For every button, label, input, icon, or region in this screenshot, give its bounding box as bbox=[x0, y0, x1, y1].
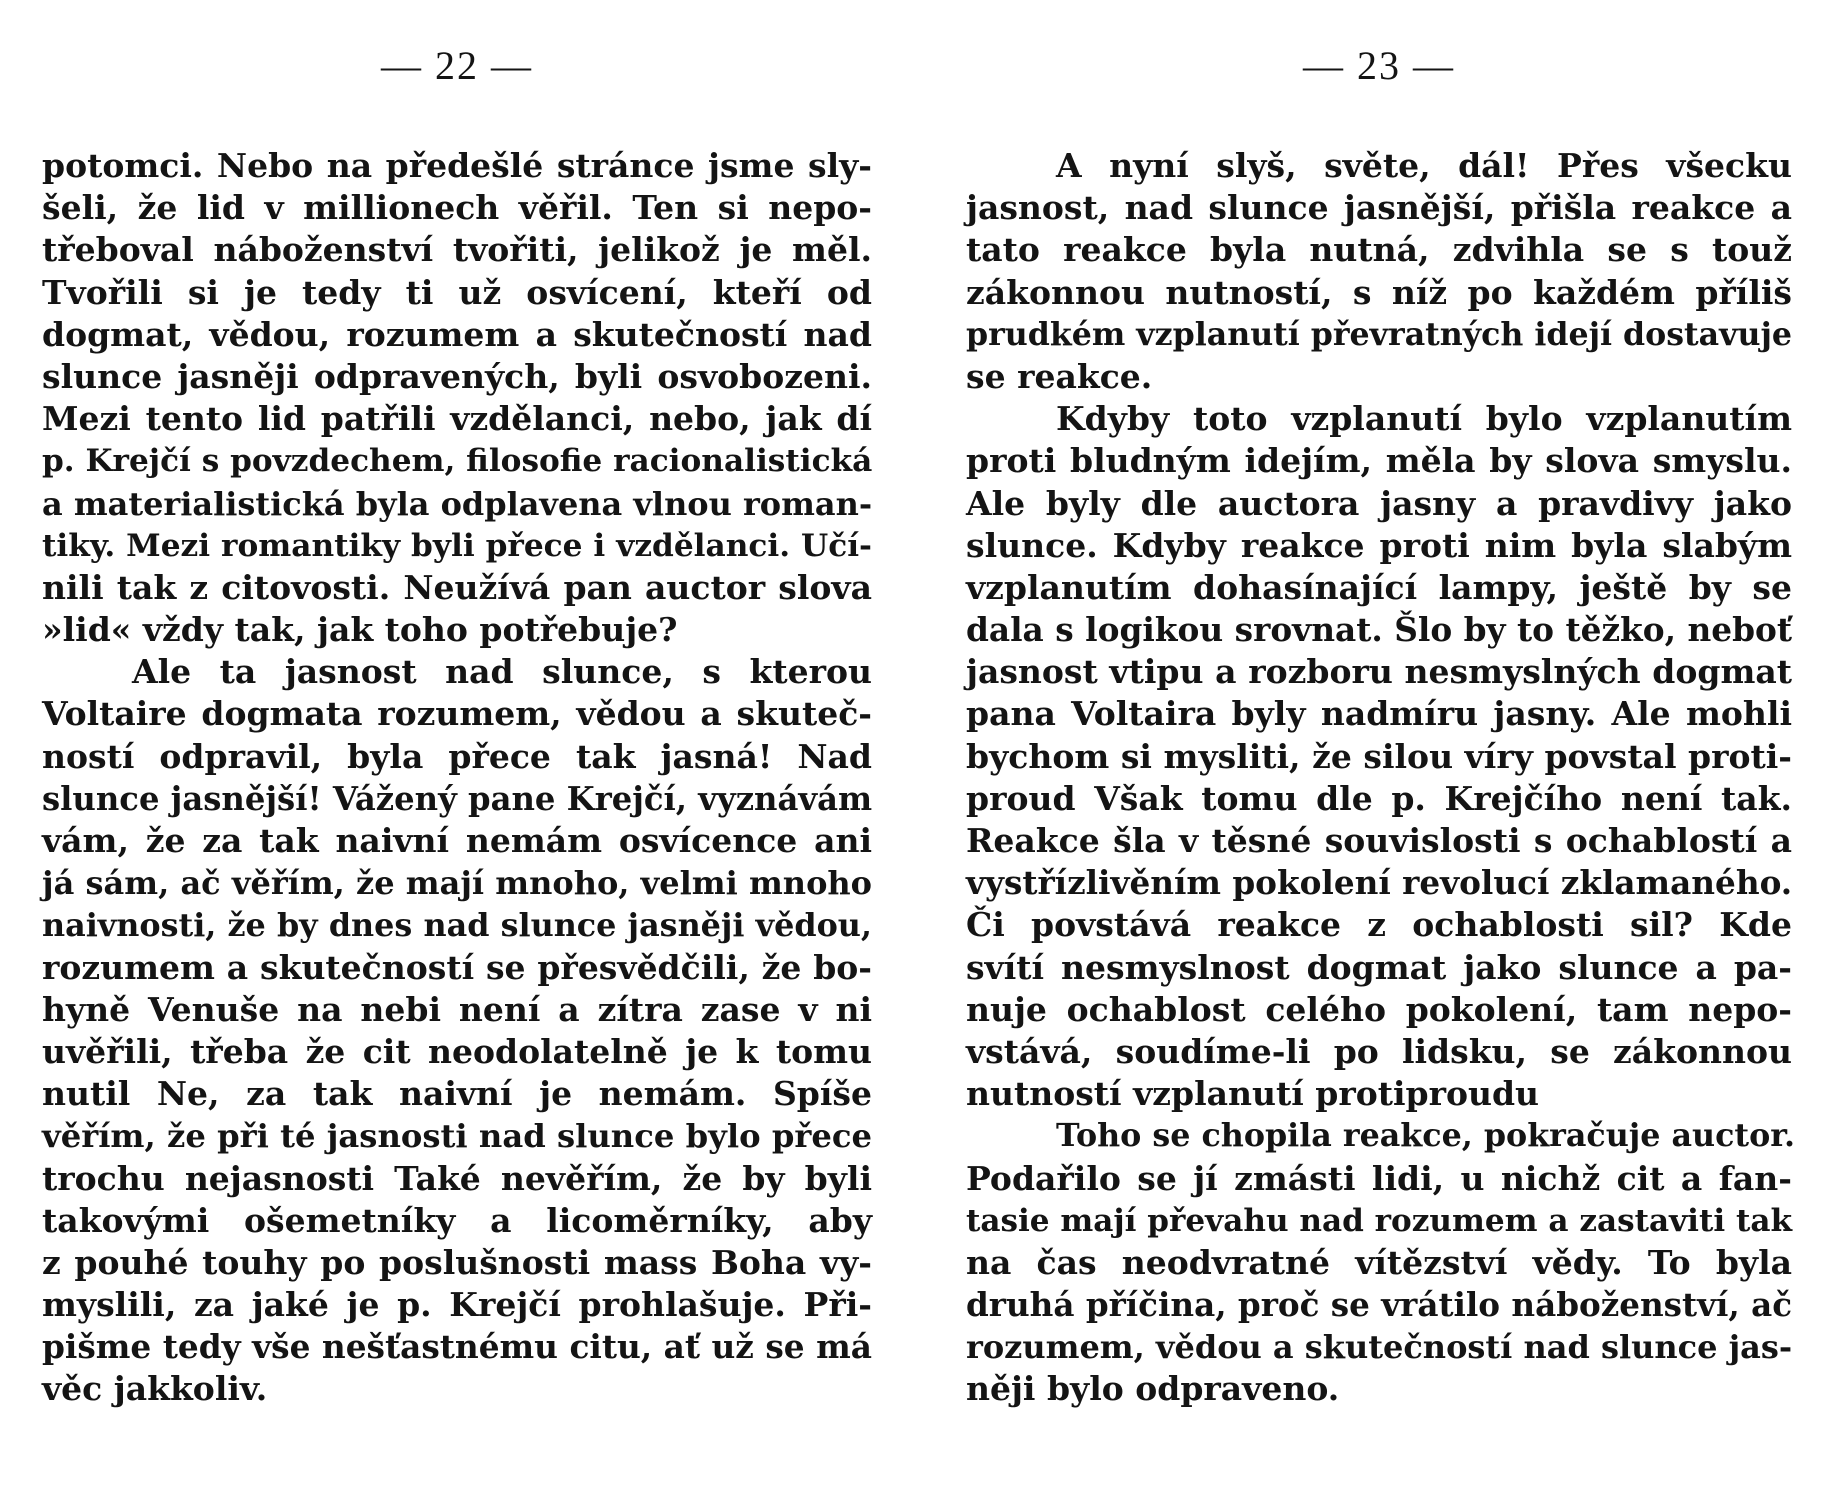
text-line: proti bludným idejím, měla by slova smyslu. bbox=[966, 441, 1792, 481]
text-line: Toho se chopila reakce, pokračuje auctor. bbox=[1056, 1117, 1796, 1155]
text-line: hyně Venuše na nebi není a zítra zase v ni bbox=[42, 989, 872, 1029]
text-line: vám, že za tak naivní nemám osvícence ani bbox=[42, 821, 872, 860]
text-line: šeli, že lid v millionech věřil. Ten si nepo- bbox=[42, 188, 872, 228]
text-line: rozumem a skutečností se přesvědčili, že bo- bbox=[42, 947, 872, 987]
left-page bbox=[42, 0, 872, 1500]
text-line: vzplanutím dohasínající lampy, ještě by se bbox=[966, 567, 1792, 607]
text-line: »lid« vždy tak, jak toho potřebuje? bbox=[42, 610, 678, 650]
text-line: proud Však tomu dle p. Krejčího není tak. bbox=[966, 778, 1792, 818]
text-line: Kdyby toto vzplanutí bylo vzplanutím bbox=[1056, 399, 1792, 439]
right-page bbox=[966, 0, 1796, 1500]
text-line: A nyní slyš, světe, dál! Přes všecku bbox=[1056, 146, 1792, 185]
text-line: Či povstává reakce z ochablosti sil? Kde bbox=[966, 905, 1792, 945]
text-line: tiky. Mezi romantiky byli přece i vzdělanci. Učí- bbox=[42, 527, 872, 564]
text-line: nutností vzplanutí protiproudu bbox=[966, 1074, 1540, 1114]
text-line: věc jakkoliv. bbox=[42, 1369, 268, 1409]
text-line: třeboval náboženství tvořiti, jelikož je měl. bbox=[42, 230, 872, 270]
text-line: naivnosti, že by dnes nad slunce jasněji vědou, bbox=[42, 906, 872, 945]
text-line: vstává, soudíme-li po lidsku, se zákonnou bbox=[966, 1031, 1792, 1071]
text-line: tato reakce byla nutná, zdvihla se s touž bbox=[966, 230, 1792, 270]
text-line: prudkém vzplanutí převratných idejí dostavuje bbox=[966, 315, 1792, 353]
text-line: bychom si mysliti, že silou víry povstal proti- bbox=[966, 736, 1792, 776]
text-line: nili tak z citovosti. Neužívá pan auctor slova bbox=[42, 567, 872, 607]
text-line: a materialistická byla odplavena vlnou roman- bbox=[42, 484, 873, 523]
text-line: slunce jasněji odpravených, byli osvobozeni. bbox=[42, 356, 872, 396]
text-line: rozumem, vědou a skutečností nad slunce jas- bbox=[966, 1328, 1793, 1367]
text-line: Ale ta jasnost nad slunce, s kterou bbox=[132, 652, 872, 692]
text-line: p. Krejčí s povzdechem, filosofie racionalistická bbox=[42, 443, 873, 480]
text-line: z pouhé touhy po poslušnosti mass Boha vy- bbox=[42, 1242, 872, 1282]
text-line: potomci. Nebo na předešlé stránce jsme sly- bbox=[42, 146, 872, 185]
text-line: svítí nesmyslnost dogmat jako slunce a pa- bbox=[966, 947, 1792, 987]
text-line: trochu nejasnosti Také nevěřím, že by byli bbox=[42, 1158, 872, 1198]
text-line: slunce. Kdyby reakce proti nim byla slabým bbox=[966, 525, 1792, 565]
text-line: slunce jasnější! Vážený pane Krejčí, vyznávám bbox=[42, 779, 873, 818]
text-line: jasnost, nad slunce jasnější, přišla reakce a bbox=[966, 188, 1792, 228]
page-text bbox=[42, 145, 872, 1411]
text-line: něji bylo odpraveno. bbox=[966, 1369, 1340, 1409]
text-line: druhá příčina, proč se vrátilo náboženství, ač bbox=[966, 1285, 1793, 1325]
text-line: Podařilo se jí zmásti lidi, u nichž cit a fan- bbox=[966, 1158, 1792, 1198]
text-line: se reakce. bbox=[966, 356, 1153, 396]
text-line: Ale byly dle auctora jasny a pravdivy jako bbox=[966, 483, 1792, 523]
text-line: pišme tedy vše nešťastnému citu, ať už se má bbox=[42, 1327, 872, 1367]
text-line: nutil Ne, za tak naivní je nemám. Spíše bbox=[42, 1074, 872, 1114]
text-line: dala s logikou srovnat. Šlo by to těžko, neboť bbox=[966, 610, 1792, 650]
text-line: takovými ošemetníky a licoměrníky, aby bbox=[42, 1200, 872, 1240]
page-number: — 22 — bbox=[381, 43, 533, 88]
text-line: nuje ochablost celého pokolení, tam nepo- bbox=[966, 989, 1792, 1029]
text-line: Mezi tento lid patřili vzdělanci, nebo, jak dí bbox=[42, 399, 872, 439]
text-line: tasie mají převahu nad rozumem a zastaviti tak bbox=[966, 1202, 1792, 1239]
text-line: vystřízlivěním pokolení revolucí zklamaného. bbox=[966, 863, 1793, 903]
text-line: jasnost vtipu a rozboru nesmyslných dogmat bbox=[966, 652, 1792, 692]
text-line: Voltaire dogmata rozumem, vědou a skuteč- bbox=[42, 694, 872, 734]
text-line: ností odpravil, byla přece tak jasná! Nad bbox=[42, 736, 872, 776]
text-line: uvěřili, třeba že cit neodolatelně je k tomu bbox=[42, 1031, 872, 1071]
text-line: na čas neodvratné vítězství vědy. To byla bbox=[966, 1242, 1792, 1282]
text-line: myslili, za jaké je p. Krejčí prohlašuje. Při- bbox=[42, 1285, 872, 1325]
text-line: zákonnou nutností, s níž po každém příliš bbox=[966, 272, 1792, 312]
text-line: dogmat, vědou, rozumem a skutečností nad bbox=[42, 314, 872, 354]
page-number: — 23 — bbox=[1303, 43, 1455, 88]
page-text bbox=[966, 145, 1796, 1411]
text-line: Reakce šla v těsné souvislosti s ochablostí a bbox=[966, 821, 1792, 860]
text-line: věřím, že při té jasnosti nad slunce bylo přece bbox=[42, 1117, 872, 1156]
text-line: já sám, ač věřím, že mají mnoho, velmi mnoho bbox=[42, 864, 872, 903]
text-line: Tvořili si je tedy ti už osvícení, kteří od bbox=[42, 272, 872, 312]
text-line: pana Voltaira byly nadmíru jasny. Ale mohli bbox=[966, 694, 1792, 734]
